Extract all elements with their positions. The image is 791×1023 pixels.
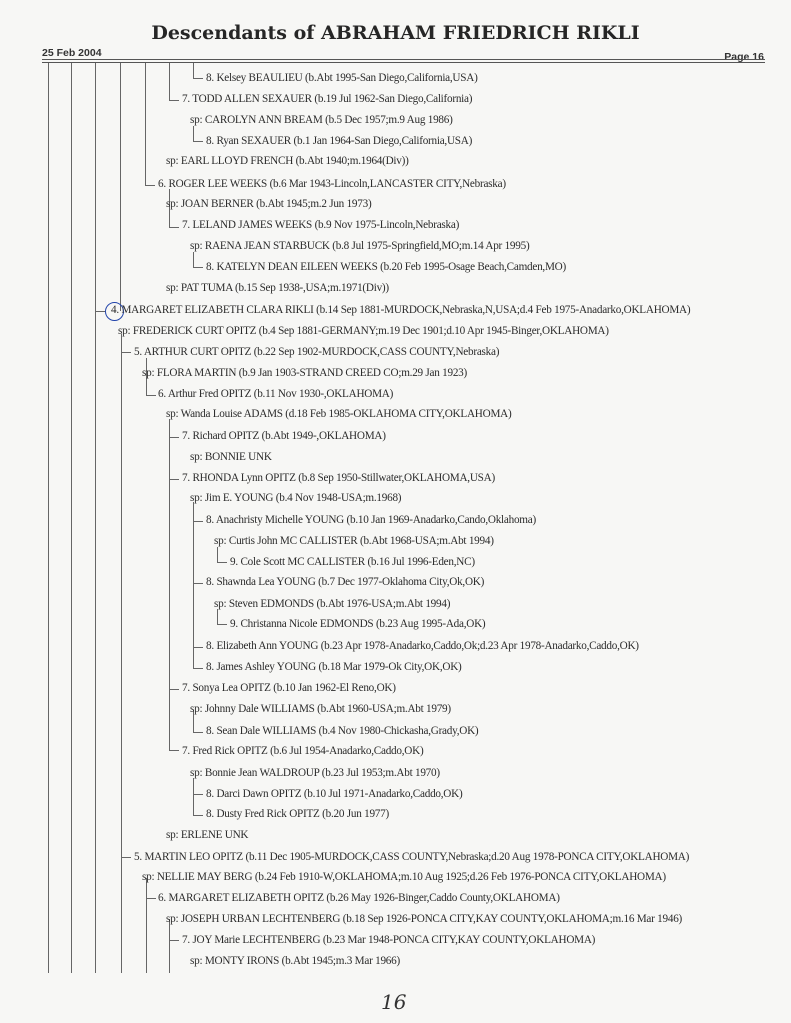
tree-line [169, 919, 170, 973]
tree-line [193, 126, 194, 141]
descendant-entry: 7. Richard OPITZ (b.Abt 1949-,OKLAHOMA) [182, 430, 386, 442]
descendant-entry: 8. Dusty Fred Rick OPITZ (b.20 Jun 1977) [206, 808, 389, 820]
tree-line [169, 63, 170, 100]
tree-line [146, 878, 147, 973]
descendant-entry: 7. RHONDA Lynn OPITZ (b.8 Sep 1950-Stillwater,OKLAHOMA,USA) [182, 472, 495, 484]
spouse-entry: sp: Bonnie Jean WALDROUP (b.23 Jul 1953;m.Abt 1970) [190, 767, 440, 779]
descendant-entry: 8. Sean Dale WILLIAMS (b.4 Nov 1980-Chickasha,Grady,OK) [206, 725, 479, 737]
tree-line [48, 63, 49, 973]
descendant-entry: 8. Darci Dawn OPITZ (b.10 Jul 1971-Anadarko,Caddo,OK) [206, 788, 463, 800]
descendant-entry: 6. MARGARET ELIZABETH OPITZ (b.26 May 1926-Binger,Caddo County,OKLAHOMA) [158, 892, 560, 904]
spouse-entry: sp: PAT TUMA (b.15 Sep 1938-,USA;m.1971(Div)) [166, 282, 389, 294]
tree-line [145, 63, 146, 185]
descendant-entry: 9. Christanna Nicole EDMONDS (b.23 Aug 1995-Ada,OK) [230, 618, 486, 630]
tree-line [120, 63, 121, 311]
tree-line [217, 609, 218, 624]
spouse-entry: sp: CAROLYN ANN BREAM (b.5 Dec 1957;m.9 Aug 1986) [190, 114, 453, 126]
descendant-entry: 8. KATELYN DEAN EILEEN WEEKS (b.20 Feb 1995-Osage Beach,Camden,MO) [206, 261, 566, 273]
descendant-entry: 8. Kelsey BEAULIEU (b.Abt 1995-San Diego,California,USA) [206, 72, 478, 84]
spouse-entry: sp: Jim E. YOUNG (b.4 Nov 1948-USA;m.1968) [190, 492, 402, 504]
descendant-entry: 7. TODD ALLEN SEXAUER (b.19 Jul 1962-San Diego,California) [182, 93, 473, 105]
tree-line [95, 63, 96, 973]
spouse-entry: sp: BONNIE UNK [190, 451, 272, 463]
spouse-entry: sp: Curtis John MC CALLISTER (b.Abt 1968-USA;m.Abt 1994) [214, 535, 494, 547]
descendant-entry: 5. MARTIN LEO OPITZ (b.11 Dec 1905-MURDOCK,CASS COUNTY,Nebraska;d.20 Aug 1978-PONCA CITY,OKLAHOMA) [134, 851, 690, 863]
descendant-entry: 6. ROGER LEE WEEKS (b.6 Mar 1943-Lincoln,LANCASTER CITY,Nebraska) [158, 178, 506, 190]
descendant-entry: 8. Anachristy Michelle YOUNG (b.10 Jan 1969-Anadarko,Cando,Oklahoma) [206, 514, 536, 526]
tree-line [193, 252, 194, 267]
spouse-entry: sp: JOSEPH URBAN LECHTENBERG (b.18 Sep 1926-PONCA CITY,KAY COUNTY,OKLAHOMA;m.16 Mar 1946) [166, 913, 683, 925]
descendant-entry: 5. ARTHUR CURT OPITZ (b.22 Sep 1902-MURDOCK,CASS COUNTY,Nebraska) [134, 346, 500, 358]
tree-line [121, 334, 122, 973]
spouse-entry: sp: JOAN BERNER (b.Abt 1945;m.2 Jun 1973) [166, 198, 372, 210]
tree-line [71, 63, 72, 973]
descendant-entry: 6. Arthur Fred OPITZ (b.11 Nov 1930-,OKLAHOMA) [158, 388, 394, 400]
spouse-entry: sp: MONTY IRONS (b.Abt 1945;m.3 Mar 1966) [190, 955, 400, 967]
tree-line [193, 63, 194, 78]
page-label: Page 16 [724, 51, 764, 63]
descendant-entry: 8. Shawnda Lea YOUNG (b.7 Dec 1977-Oklahoma City,Ok,OK) [206, 576, 485, 588]
spouse-entry: sp: EARL LLOYD FRENCH (b.Abt 1940;m.1964(Div)) [166, 155, 409, 167]
header-rule [42, 59, 765, 60]
report-title: Descendants of ABRAHAM FRIEDRICH RIKLI [151, 22, 640, 44]
spouse-entry: sp: Johnny Dale WILLIAMS (b.Abt 1960-USA;m.Abt 1979) [190, 703, 451, 715]
handwritten-page-number: 16 [381, 990, 407, 1014]
tree-line [193, 502, 194, 668]
spouse-entry: sp: Steven EDMONDS (b.Abt 1976-USA;m.Abt 1994) [214, 598, 451, 610]
spouse-entry: sp: FLORA MARTIN (b.9 Jan 1903-STRAND CREED CO;m.29 Jan 1923) [142, 367, 467, 379]
spouse-entry: sp: RAENA JEAN STARBUCK (b.8 Jul 1975-Springfield,MO;m.14 Apr 1995) [190, 240, 530, 252]
descendant-entry: 7. Sonya Lea OPITZ (b.10 Jan 1962-El Reno,OK) [182, 682, 396, 694]
spouse-entry: sp: FREDERICK CURT OPITZ (b.4 Sep 1881-GERMANY;m.19 Dec 1901;d.10 Apr 1945-Binger,OKLAHOMA) [118, 325, 609, 337]
descendant-entry: 7. LELAND JAMES WEEKS (b.9 Nov 1975-Lincoln,Nebraska) [182, 219, 460, 231]
tree-line [193, 778, 194, 815]
header-rule-double [42, 62, 765, 63]
report-date: 25 Feb 2004 [42, 47, 102, 59]
descendant-entry: 4. MARGARET ELIZABETH CLARA RIKLI (b.14 Sep 1881-MURDOCK,Nebraska,N,USA;d.4 Feb 1975-Anadarko,OKLAHOMA) [111, 304, 691, 316]
descendant-entry: 8. Elizabeth Ann YOUNG (b.23 Apr 1978-Anadarko,Caddo,Ok;d.23 Apr 1978-Anadarko,Caddo,OK) [206, 640, 639, 652]
descendant-entry: 8. Ryan SEXAUER (b.1 Jan 1964-San Diego,California,USA) [206, 135, 473, 147]
descendant-entry: 8. James Ashley YOUNG (b.18 Mar 1979-Ok City,OK,OK) [206, 661, 462, 673]
descendant-entry: 7. Fred Rick OPITZ (b.6 Jul 1954-Anadarko,Caddo,OK) [182, 745, 424, 757]
tree-line [217, 547, 218, 562]
descendant-entry: 7. JOY Marie LECHTENBERG (b.23 Mar 1948-PONCA CITY,KAY COUNTY,OKLAHOMA) [182, 934, 596, 946]
spouse-entry: sp: Wanda Louise ADAMS (d.18 Feb 1985-OKLAHOMA CITY,OKLAHOMA) [166, 408, 512, 420]
descendant-entry: 9. Cole Scott MC CALLISTER (b.16 Jul 1996-Eden,NC) [230, 556, 475, 568]
spouse-entry: sp: NELLIE MAY BERG (b.24 Feb 1910-W,OKLAHOMA;m.10 Aug 1925;d.26 Feb 1976-PONCA CITY,OKLAHOMA) [142, 871, 666, 883]
tree-line [169, 419, 170, 750]
spouse-entry: sp: ERLENE UNK [166, 829, 249, 841]
